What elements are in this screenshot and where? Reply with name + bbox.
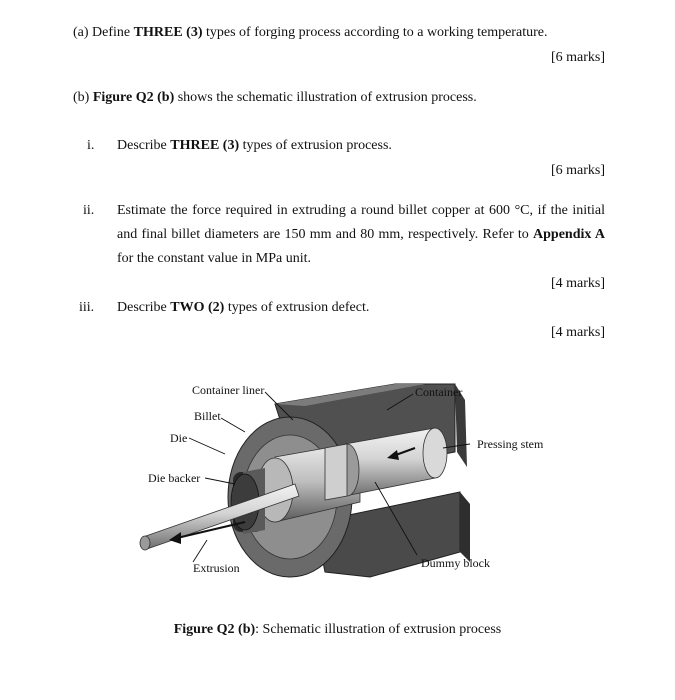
question-iii-text-end: types of extrusion defect. — [224, 300, 370, 315]
extrusion-figure — [125, 372, 565, 597]
question-b — [73, 89, 477, 107]
figure-caption — [0, 622, 675, 638]
question-a — [73, 24, 547, 42]
question-i — [117, 137, 392, 155]
question-b-text: (b) — [73, 90, 93, 105]
question-ii-line-1: Estimate the force required in extruding a round billet copper at 600 °C, if the initial — [117, 203, 605, 218]
label-billet: Billet — [194, 409, 221, 423]
question-i-text: Describe — [117, 138, 171, 153]
question-iii-bold: TWO (2) — [170, 300, 225, 315]
label-dummy-block: Dummy block — [421, 556, 490, 570]
label-die-backer: Die backer — [148, 471, 201, 485]
question-ii-line-2-text: and final billet diameters are 150 mm and 80 mm, respectively. Refer to — [117, 227, 534, 242]
label-die: Die — [170, 431, 188, 445]
question-i-bold: THREE (3) — [170, 138, 240, 153]
question-ii-line-3: for the constant value in MPa unit. — [117, 251, 312, 266]
question-iii-marks: [4 marks] — [550, 325, 605, 340]
extrusion-illustration — [125, 372, 565, 597]
figure-caption-bold: Figure Q2 (b) — [173, 622, 256, 637]
question-a-text-end: types of forging process according to a working temperature. — [202, 25, 548, 40]
question-ii-line-2 — [117, 226, 605, 244]
label-pressing-stem: Pressing stem — [477, 437, 544, 451]
label-container-liner: Container liner — [192, 383, 265, 397]
label-extrusion: Extrusion — [193, 561, 240, 575]
question-iii — [117, 299, 369, 317]
figure-caption-text: : Schematic illustration of extrusion process — [255, 622, 502, 637]
question-a-text: (a) Define — [73, 25, 134, 40]
label-container: Container — [415, 385, 463, 399]
question-ii-marks: [4 marks] — [550, 276, 605, 291]
question-iii-text: Describe — [117, 300, 171, 315]
question-iii-number: iii. — [79, 300, 95, 315]
question-b-text-end: shows the schematic illustration of extrusion process. — [174, 90, 477, 105]
question-a-marks: [6 marks] — [550, 50, 605, 65]
question-i-marks: [6 marks] — [550, 163, 605, 178]
question-ii-number: ii. — [83, 203, 95, 218]
question-i-number: i. — [87, 138, 95, 153]
question-a-bold: THREE (3) — [133, 25, 203, 40]
appendix-reference: Appendix A — [533, 227, 605, 242]
question-i-text-end: types of extrusion process. — [239, 138, 392, 153]
question-b-bold: Figure Q2 (b) — [92, 90, 175, 105]
